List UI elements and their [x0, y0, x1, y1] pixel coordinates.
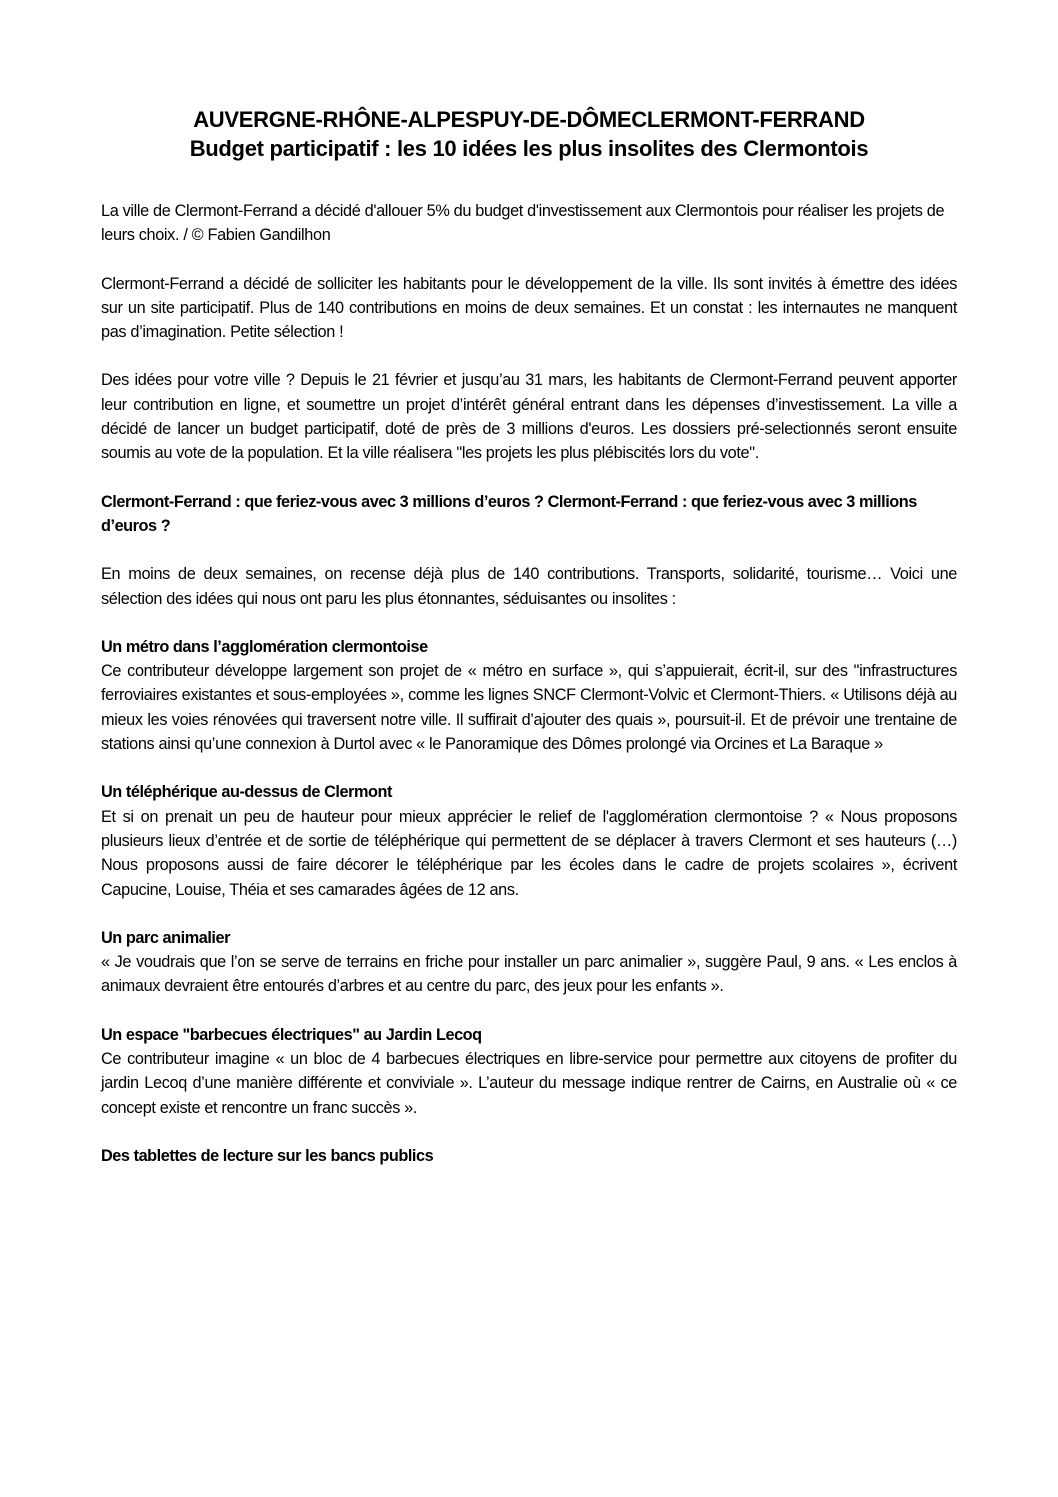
- section-heading: Un métro dans l’agglomération clermontoise: [101, 637, 428, 656]
- section-tablettes: [101, 1144, 957, 1168]
- section-parc-animalier: [101, 926, 957, 999]
- section-text: « Je voudrais que l’on se serve de terrains en friche pour installer un parc animalier », suggère Paul, 9 ans. « Les enclos à animaux devraient être entourés d’arbres et au centre du parc, des jeux pour les enfants ».: [101, 953, 957, 996]
- section-heading: Un espace "barbecues électriques" au Jardin Lecoq: [101, 1025, 482, 1044]
- spacer: [101, 466, 957, 490]
- related-article-link[interactable]: Clermont-Ferrand : que feriez-vous avec 3 millions d’euros ? Clermont-Ferrand : que feriez-vous avec 3 millions d’euros ?: [101, 492, 917, 535]
- section-heading: Un parc animalier: [101, 928, 230, 947]
- spacer: [101, 756, 957, 780]
- section-metro: [101, 635, 957, 756]
- spacer: [101, 611, 957, 635]
- section-telepherique: [101, 780, 957, 901]
- spacer: [101, 538, 957, 562]
- paragraph-selection-intro: En moins de deux semaines, on recense déjà plus de 140 contributions. Transports, solidarité, tourisme… Voici une sélection des idées qui nous ont paru les plus étonnantes, séduisantes ou insolites :: [101, 565, 957, 608]
- image-caption: La ville de Clermont-Ferrand a décidé d'allouer 5% du budget d'investissement aux Clermontois pour réaliser les projets de leurs choix. / © Fabien Gandilhon: [101, 202, 945, 245]
- spacer: [101, 163, 957, 199]
- intro-paragraph: Clermont-Ferrand a décidé de solliciter les habitants pour le développement de la ville. Ils sont invités à émettre des idées sur un site participatif. Plus de 140 contributions en moins de deux semaines. Et un constat : les internautes ne manquent pas d’imagination. Petite sélection !: [101, 274, 957, 342]
- section-heading: Des tablettes de lecture sur les bancs publics: [101, 1146, 434, 1165]
- document-page: [101, 105, 957, 1168]
- spacer: [101, 344, 957, 368]
- spacer: [101, 248, 957, 272]
- page-title: Budget participatif : les 10 idées les plus insolites des Clermontois: [189, 136, 869, 161]
- breadcrumb: AUVERGNE-RHÔNE-ALPESPUY-DE-DÔMECLERMONT-FERRAND: [193, 107, 865, 132]
- section-text: Ce contributeur développe largement son projet de « métro en surface », qui s’appuierait, écrit-il, sur des "infrastructures ferroviaires existantes et sous-employées », comme les lignes SNCF Clermont-Volvic et Clermont-Thiers. « Utilisons déjà au mieux les voies rénovées qui traversent notre ville. Il suffirait d’ajouter des quais », poursuit-il. Et de prévoir une trentaine de stations ainsi qu’une connexion à Durtol avec « le Panoramique des Dômes prolongé via Orcines et La Baraque »: [101, 662, 957, 754]
- section-heading: Un téléphérique au-dessus de Clermont: [101, 783, 392, 802]
- section-text: Et si on prenait un peu de hauteur pour mieux apprécier le relief de l'agglomération clermontoise ? « Nous proposons plusieurs lieux d’entrée et de sortie de téléphérique qui permettent de se déplacer à travers Clermont et ses hauteurs (…) Nous proposons aussi de faire décorer le téléphérique par les écoles dans le cadre de projets scolaires », écrivent Capucine, Louise, Théia et ses camarades âgées de 12 ans.: [101, 807, 957, 899]
- paragraph-context: Des idées pour votre ville ? Depuis le 21 février et jusqu’au 31 mars, les habitants de Clermont-Ferrand peuvent apporter leur contribution en ligne, et soumettre un projet d’intérêt général entrant dans les dépenses d’investissement. La ville a décidé de lancer un budget participatif, doté de près de 3 millions d'euros. Les dossiers pré-selectionnés seront ensuite soumis au vote de la population. Et la ville réalisera "les projets les plus plébiscités lors du vote".: [101, 371, 957, 463]
- spacer: [101, 902, 957, 926]
- spacer: [101, 1120, 957, 1144]
- section-text: Ce contributeur imagine « un bloc de 4 barbecues électriques en libre-service pour permettre aux citoyens de profiter du jardin Lecoq d’une manière différente et conviviale ». L’auteur du message indique rentrer de Cairns, en Australie où « ce concept existe et rencontre un franc succès ».: [101, 1050, 957, 1117]
- section-barbecues: [101, 1023, 957, 1120]
- spacer: [101, 999, 957, 1023]
